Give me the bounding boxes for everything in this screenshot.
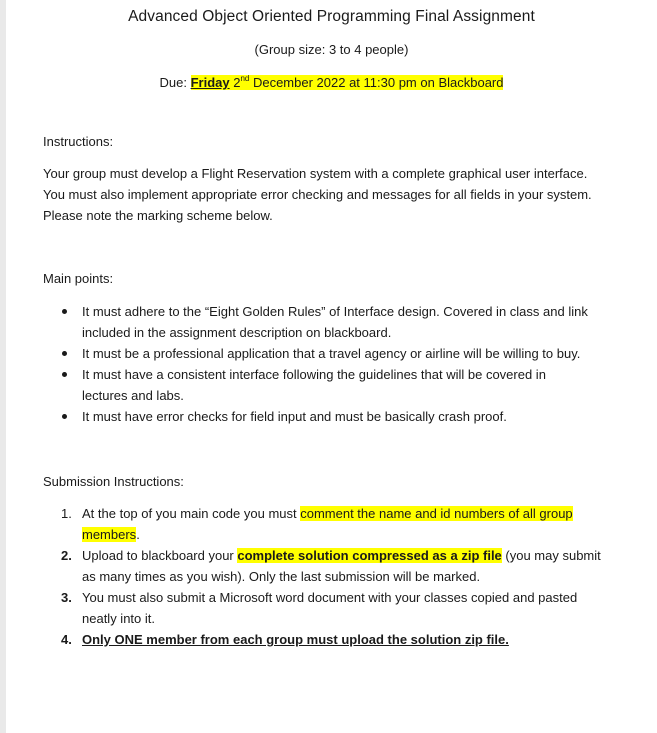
page-title: Advanced Object Oriented Programming Final Assignment [128,8,535,25]
list-item-line: It must have a consistent interface following the guidelines that will be covered in [82,367,546,382]
list-item-line: lectures and labs. [82,388,184,403]
list-item [43,503,633,545]
text-segment: Upload to blackboard your [82,548,238,563]
due-rest: December 2022 at 11:30 pm on Blackboard [249,75,504,90]
bullet-icon [62,372,67,377]
list-item-number: 4. [61,632,72,647]
submission-list [43,503,633,650]
list-item-number: 2. [61,548,72,563]
due-date [6,74,657,90]
list-item-line: included in the assignment description on blackboard. [82,325,392,340]
list-item-line: Only ONE member from each group must upload the solution zip file. [82,632,509,647]
list-item [43,545,633,587]
list-item-number: 1. [61,506,72,521]
list-item-number: 3. [61,590,72,605]
list-item-line: as many times as you wish). Only the last submission will be marked. [82,569,481,584]
list-item [43,629,633,650]
highlighted-text: complete solution compressed as a zip file [237,548,502,563]
instructions-heading: Instructions: [43,134,114,149]
list-item-line: It must have error checks for field input and must be basically crash proof. [82,409,507,424]
list-item-line: It must adhere to the “Eight Golden Rules” of Interface design. Covered in class and link [82,304,588,319]
list-item-line: You must also submit a Microsoft word document with your classes copied and pasted [82,590,578,605]
main-points-list [43,301,633,427]
instructions-body [43,163,633,226]
instructions-line: Please note the marking scheme below. [43,208,273,223]
document-page [6,0,657,733]
list-item-line: neatly into it. [82,611,155,626]
text-segment: (you may submit [501,548,601,563]
instructions-line: Your group must develop a Flight Reservation system with a complete graphical user interface. [43,166,588,181]
due-day: Friday [190,75,230,90]
list-item-line [82,524,633,545]
due-date-suffix: nd [240,74,250,83]
list-item-line: It must be a professional application that a travel agency or airline will be willing to buy. [82,346,581,361]
bullet-icon [62,414,67,419]
list-item [43,301,633,343]
text-segment: At the top of you main code you must [82,506,301,521]
text-segment: . [136,527,140,542]
bullet-icon [62,309,67,314]
submission-heading: Submission Instructions: [43,474,184,489]
instructions-line: You must also implement appropriate error checking and messages for all fields in your system. [43,187,592,202]
list-item [43,406,633,427]
due-prefix: Due: [159,75,191,90]
highlighted-text: comment the name and id numbers of all group [300,506,573,521]
list-item-line [82,503,633,524]
main-points-heading: Main points: [43,271,114,286]
list-item [43,364,633,406]
due-date-num: 2 [229,75,241,90]
bullet-icon [62,351,67,356]
due-highlight [191,75,504,90]
group-size: (Group size: 3 to 4 people) [254,42,409,57]
list-item-line [82,545,633,566]
list-item [43,587,633,629]
list-item [43,343,633,364]
highlighted-text: members [82,527,137,542]
